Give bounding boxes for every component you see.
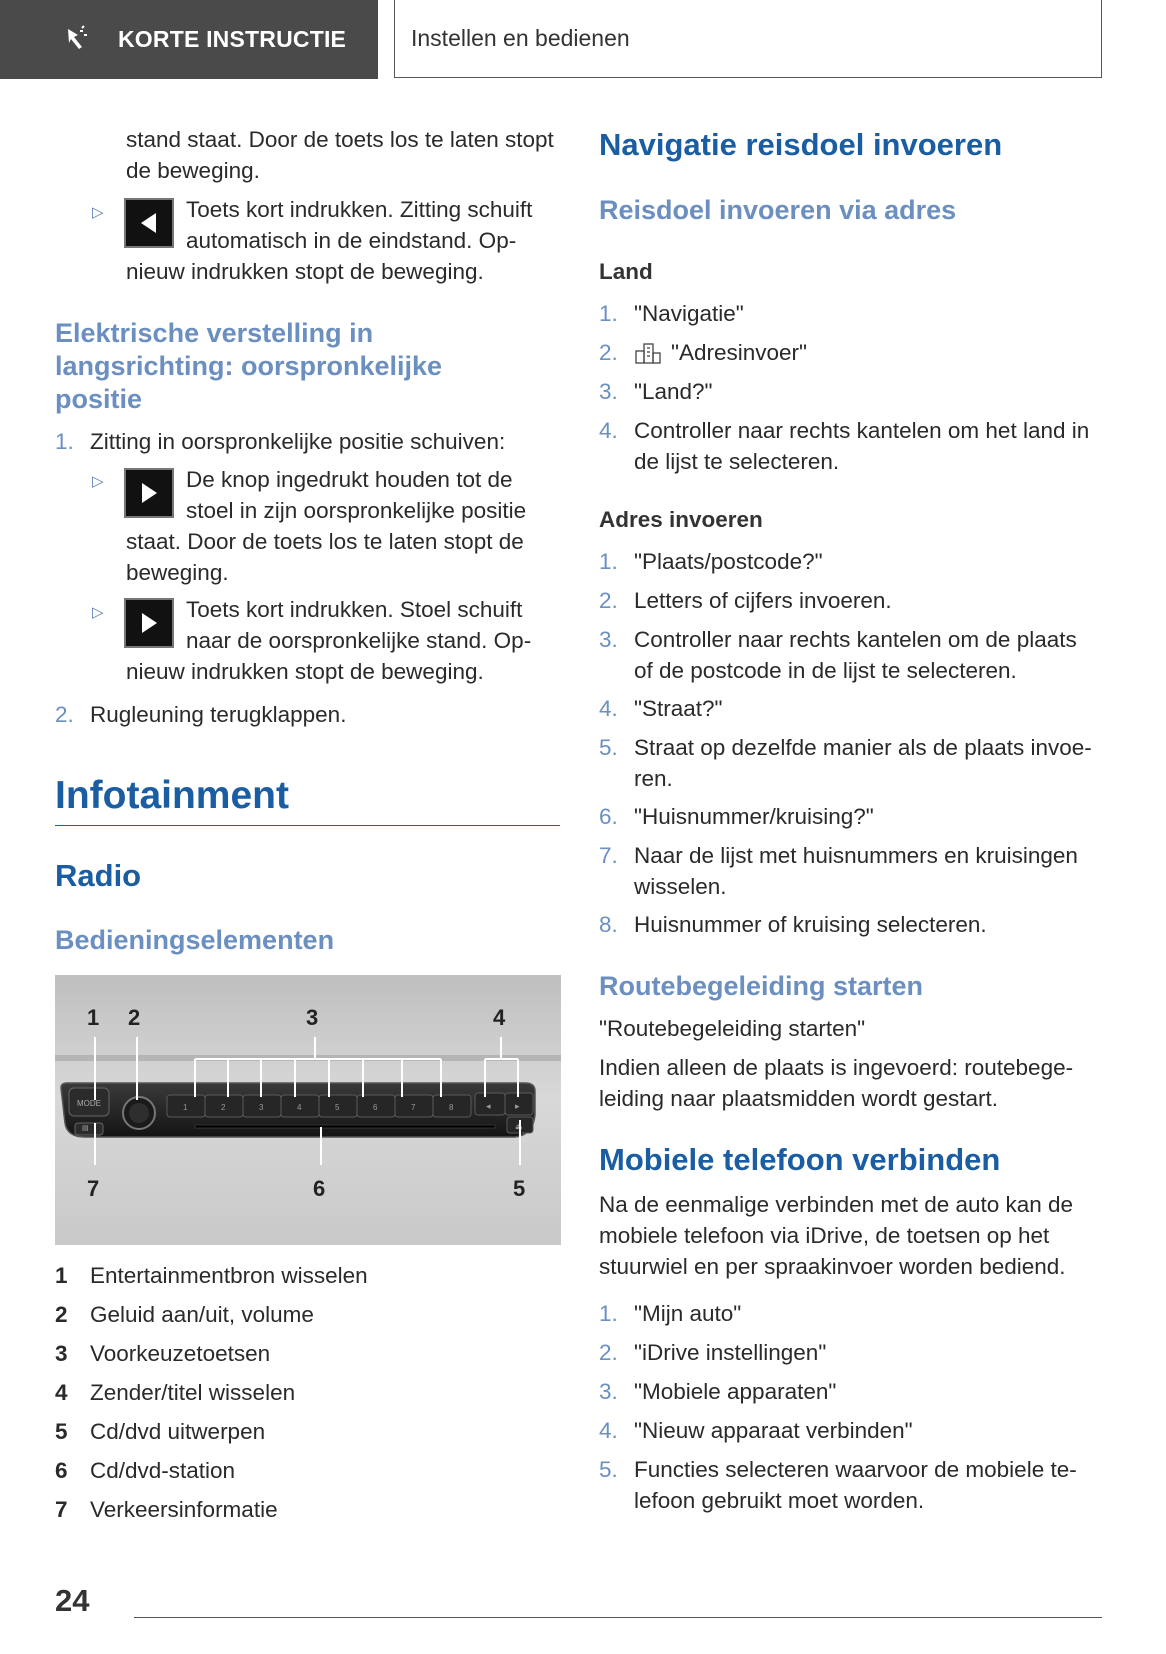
- bullet2-line2: stoel in zijn oorspronkelijke positie: [186, 498, 527, 523]
- mobile-paragraph-1: Na de eenmalige verbinden met de auto kan de: [599, 1192, 1074, 1217]
- continued-text: stand staat. Door de toets los te laten stopt de beweging.: [126, 127, 554, 183]
- mobile-paragraph-2: mobiele telefoon via iDrive, de toetsen op het: [599, 1223, 1050, 1248]
- heading-navigatie: Navigatie reisdoel invoeren: [599, 127, 1003, 162]
- callout-1: 1: [87, 1005, 100, 1030]
- bullet2-line4: beweging.: [126, 560, 229, 585]
- bullet2-line1: De knop ingedrukt houden tot de: [186, 467, 513, 492]
- bullet-marker-icon: ▷: [92, 604, 104, 621]
- route-paragraph-2a: Indien alleen de plaats is ingevoerd: routebege-: [599, 1055, 1074, 1080]
- bullet3-line2: naar de oorspronkelijke stand. Op-: [186, 628, 532, 653]
- svg-text:▸: ▸: [515, 1101, 520, 1111]
- preset-4-label: 4: [297, 1103, 302, 1112]
- page-number: 24: [55, 1583, 90, 1618]
- heading-mobiele-telefoon: Mobiele telefoon verbinden: [599, 1142, 1001, 1177]
- svg-text:▤: ▤: [82, 1125, 89, 1132]
- list-number: 2.: [55, 702, 74, 727]
- preset-5-label: 5: [335, 1103, 340, 1112]
- mode-label: MODE: [77, 1099, 101, 1108]
- preset-2-label: 2: [221, 1103, 226, 1112]
- bullet2-line3: staat. Door de toets los te laten stopt de: [126, 529, 524, 554]
- subheading-adres: Adres invoeren: [599, 507, 763, 532]
- callout-7: 7: [87, 1176, 100, 1201]
- svg-text:⏏: ⏏: [515, 1122, 523, 1131]
- footer-rule: [134, 1617, 1102, 1618]
- list-text: Zitting in oorspronkelijke positie schuiven:: [90, 429, 506, 454]
- heading-elektrische-2: langsrichting: oorspronkelijke: [55, 351, 443, 381]
- callout-5: 5: [513, 1176, 526, 1201]
- quick-guide-icon: [64, 24, 96, 56]
- callout-4: 4: [493, 1005, 506, 1030]
- heading-bedieningselementen: Bedieningselementen: [55, 925, 335, 955]
- list-number: 1.: [55, 429, 74, 454]
- preset-3-label: 3: [259, 1103, 264, 1112]
- bullet-marker-icon: ▷: [92, 204, 104, 221]
- bullet1-line2: automatisch in de eindstand. Op-: [186, 228, 517, 253]
- preset-8-label: 8: [449, 1103, 454, 1112]
- heading-rule: [55, 825, 560, 826]
- heading-routebegeleiding: Routebegeleiding starten: [599, 971, 924, 1001]
- heading-reisdoel-adres: Reisdoel invoeren via adres: [599, 195, 957, 225]
- mobile-paragraph-3: stuurwiel en per spraakinvoer worden bediend.: [599, 1254, 1066, 1279]
- route-paragraph-2b: leiding naar plaatsmidden wordt gestart.: [599, 1086, 998, 1111]
- forward-key-icon: [124, 468, 174, 518]
- callout-2: 2: [128, 1005, 141, 1030]
- figure-legend: 1 Entertainmentbron wisselen 2 Geluid aan/uit, volume 3 Voorkeuzetoetsen 4 Zender/titel wisselen 5 Cd/dvd uitwerpen 6 Cd/dvd-station 7 Verkeersinformatie: [55, 1263, 368, 1522]
- route-paragraph-1: "Routebegeleiding starten": [599, 1016, 866, 1041]
- preset-7-label: 7: [411, 1103, 416, 1112]
- svg-text:◂: ◂: [486, 1101, 491, 1111]
- list-text: Rugleuning terugklappen.: [90, 702, 347, 727]
- heading-elektrische-3: positie: [55, 384, 143, 414]
- chapter-title-box: [394, 0, 1102, 78]
- bullet-marker-icon: ▷: [92, 473, 104, 490]
- bullet3-line3: nieuw indrukken stopt de beweging.: [126, 659, 484, 684]
- heading-elektrische-1: Elektrische verstelling in: [55, 318, 374, 348]
- bullet3-line1: Toets kort indrukken. Stoel schuift: [186, 597, 523, 622]
- heading-radio: Radio: [55, 858, 142, 893]
- bullet1-line3: nieuw indrukken stopt de beweging.: [126, 259, 484, 284]
- subheading-land: Land: [599, 259, 653, 284]
- preset-1-label: 1: [183, 1103, 188, 1112]
- chapter-heading-infotainment: Infotainment: [55, 774, 289, 817]
- bullet1-line1: Toets kort indrukken. Zitting schuift: [186, 197, 533, 222]
- chapter-title: Instellen en bedienen: [411, 24, 630, 51]
- address-entry-icon: [634, 341, 662, 373]
- section-tab: [0, 0, 378, 79]
- section-label: KORTE INSTRUCTIE: [118, 26, 347, 52]
- callout-6: 6: [313, 1176, 326, 1201]
- callout-3: 3: [306, 1005, 319, 1030]
- preset-6-label: 6: [373, 1103, 378, 1112]
- forward-key-icon: [124, 598, 174, 648]
- radio-controls-figure: [55, 975, 561, 1245]
- back-key-icon: [124, 198, 174, 248]
